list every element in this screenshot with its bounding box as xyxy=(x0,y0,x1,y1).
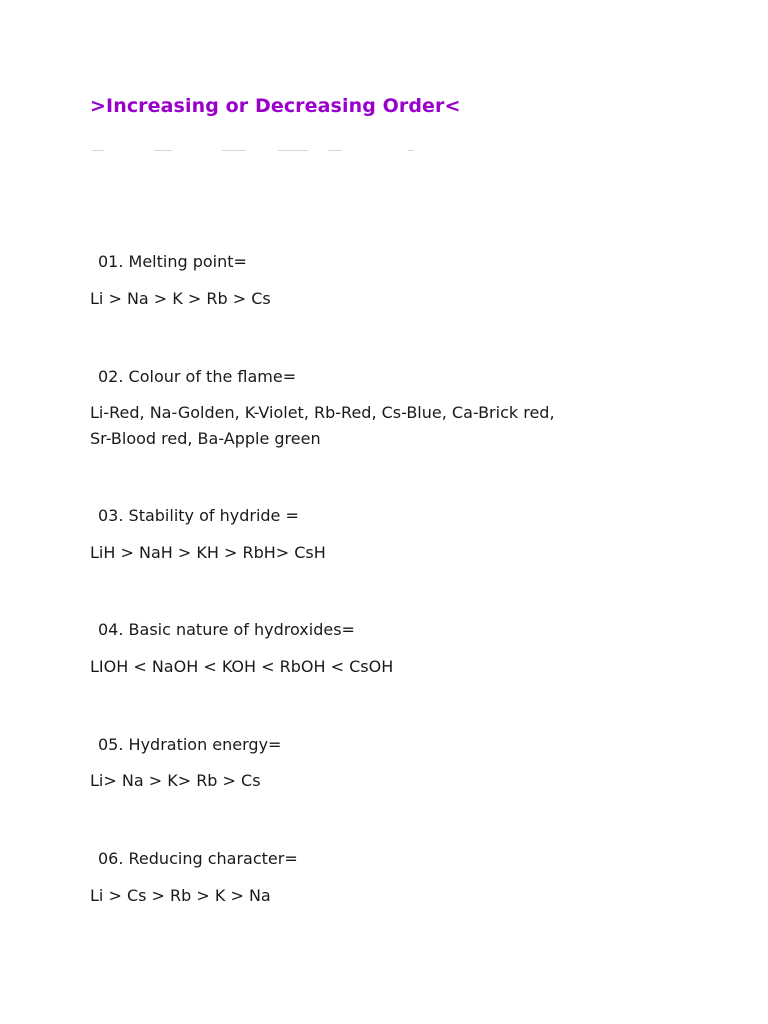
item-text: Sr-Blood red, Ba-Apple green xyxy=(90,429,321,448)
faint-mark xyxy=(92,150,104,151)
faint-mark xyxy=(222,150,246,151)
faint-mark xyxy=(278,150,308,151)
item-heading: 02. Colour of the flame= xyxy=(98,367,297,386)
faint-mark xyxy=(154,150,172,151)
item-heading: 05. Hydration energy= xyxy=(98,735,282,754)
item-text: LiH > NaH > KH > RbH> CsH xyxy=(90,543,326,562)
item-text: Li-Red, Na-Golden, K-Violet, Rb-Red, Cs-Blue, Ca-Brick red, xyxy=(90,403,555,422)
item-text: LIOH < NaOH < KOH < RbOH < CsOH xyxy=(90,657,394,676)
page-title: >Increasing or Decreasing Order< xyxy=(90,95,461,117)
item-text: Li > Na > K > Rb > Cs xyxy=(90,289,271,308)
item-text: Li > Cs > Rb > K > Na xyxy=(90,886,271,905)
faint-mark xyxy=(408,150,414,151)
faint-scan-line xyxy=(92,148,414,154)
item-heading: 03. Stability of hydride = xyxy=(98,506,299,525)
item-heading: 01. Melting point= xyxy=(98,252,247,271)
faint-mark xyxy=(328,150,342,151)
item-heading: 06. Reducing character= xyxy=(98,849,298,868)
item-text: Li> Na > K> Rb > Cs xyxy=(90,771,261,790)
item-heading: 04. Basic nature of hydroxides= xyxy=(98,620,355,639)
